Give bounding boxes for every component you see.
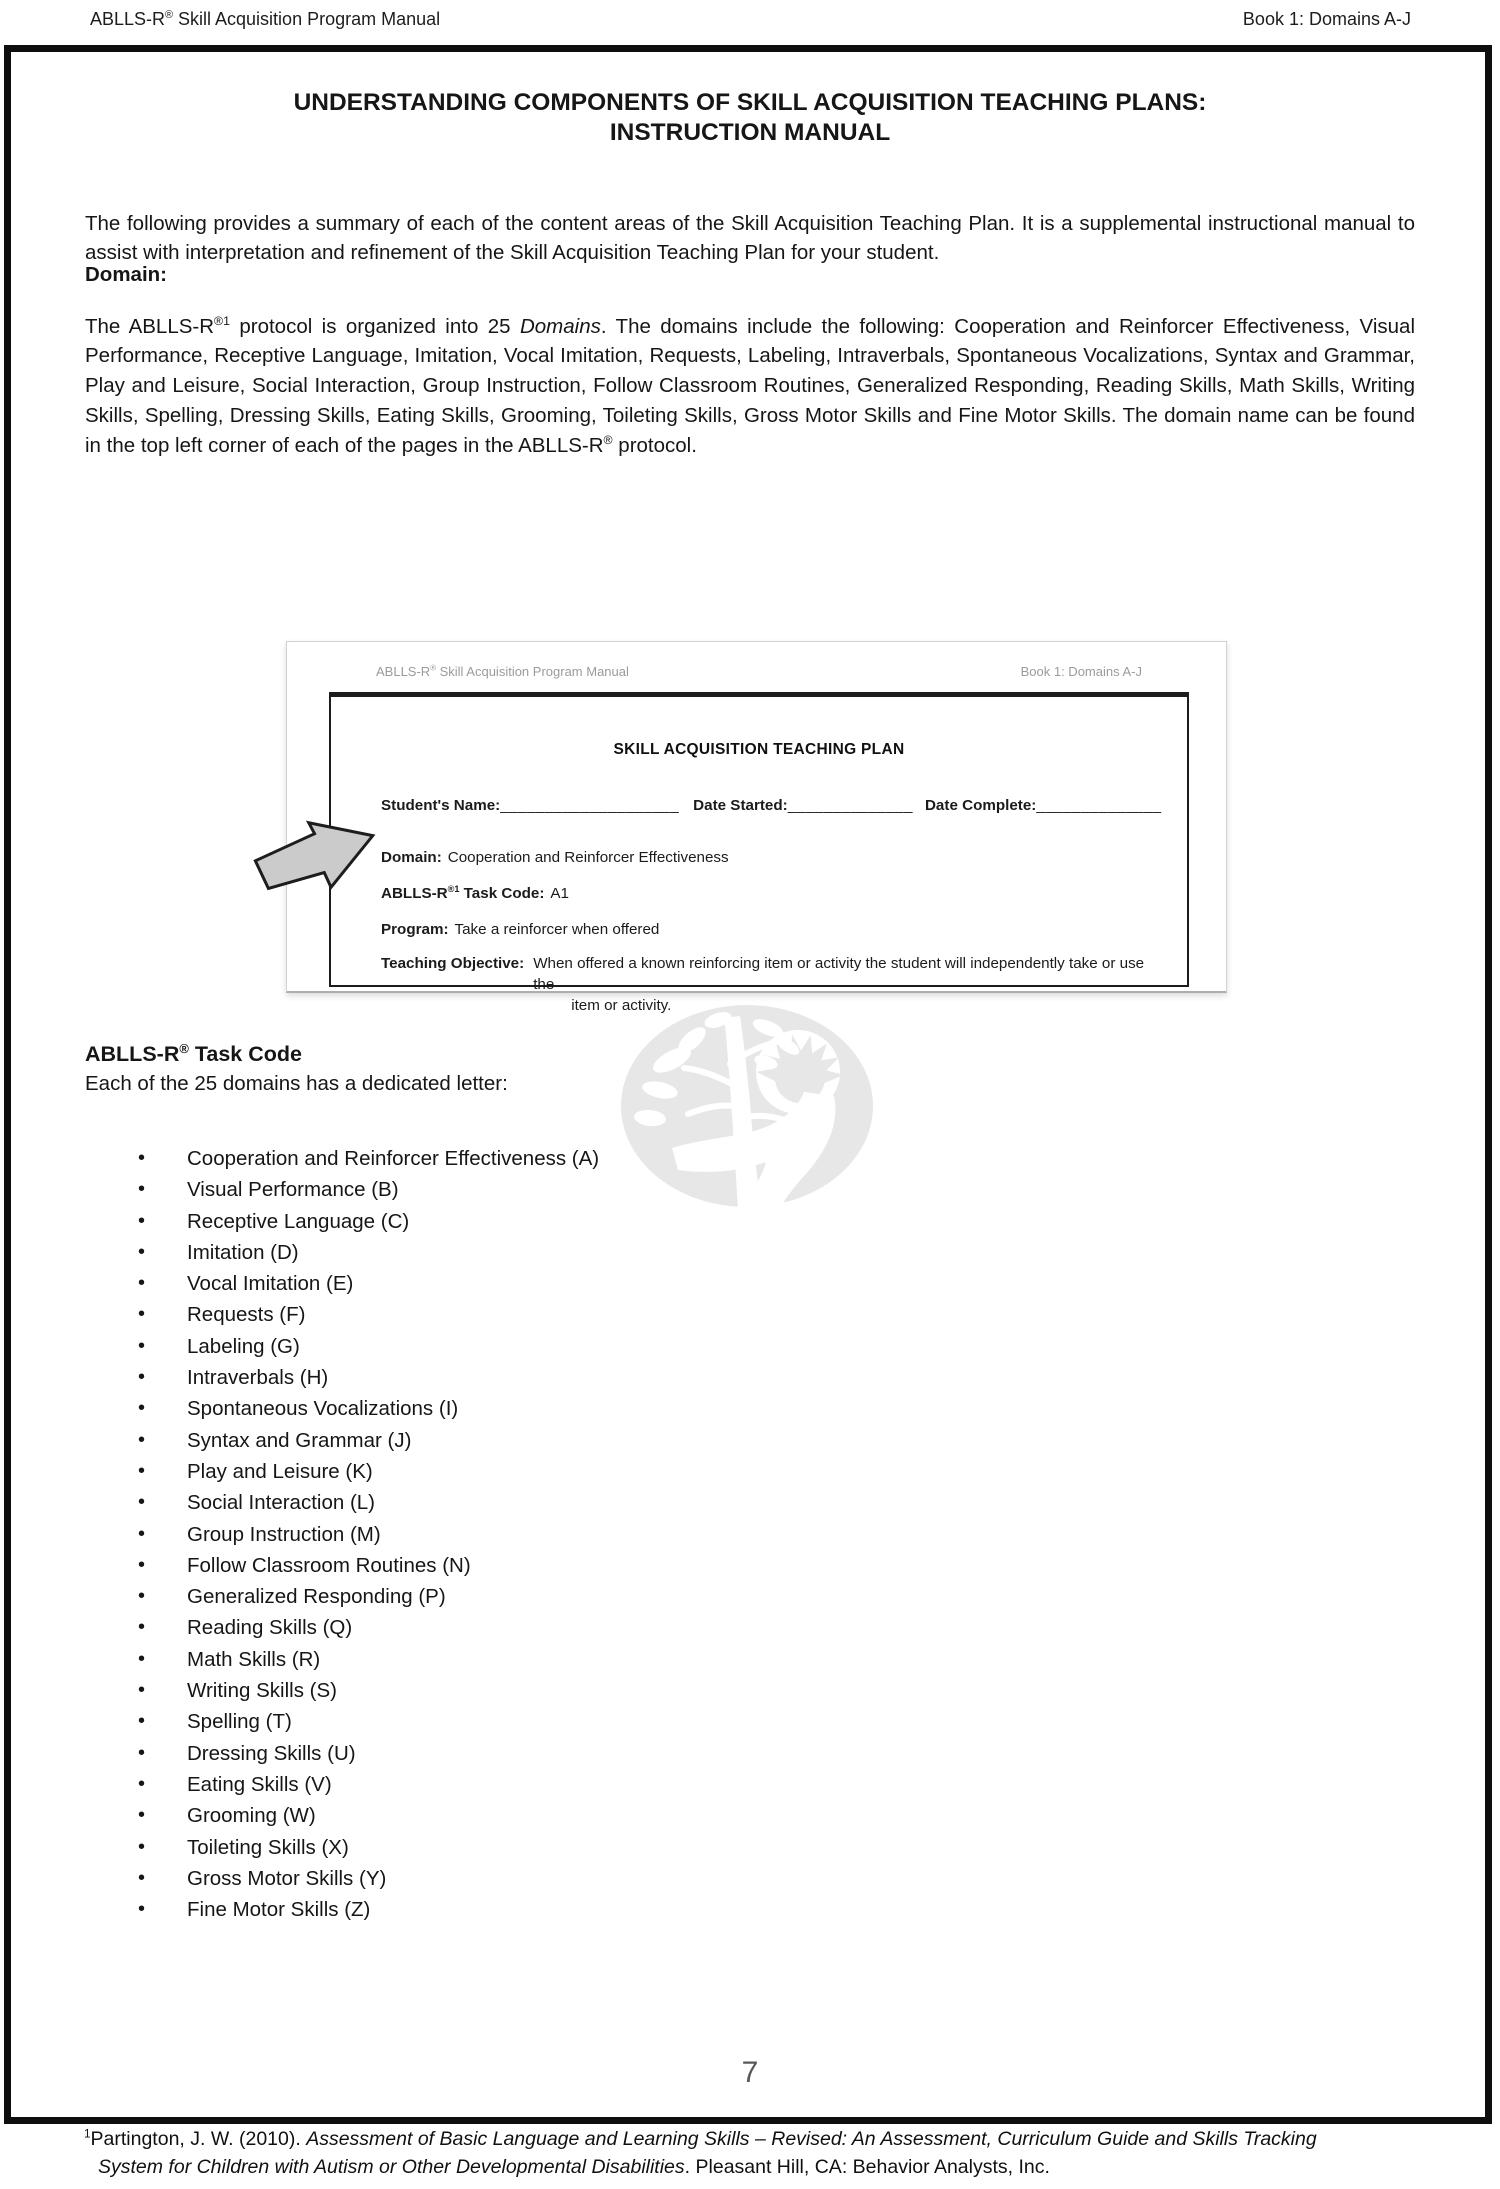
date-complete-blank: ______________	[1036, 797, 1162, 814]
list-item: • Intraverbals (H)	[130, 1362, 599, 1393]
form-title: SKILL ACQUISITION TEACHING PLAN	[613, 741, 905, 758]
student-name-label: Student's Name:	[381, 797, 501, 814]
page-header-left	[90, 9, 440, 30]
list-item: • Gross Motor Skills (Y)	[130, 1863, 599, 1894]
list-item: • Vocal Imitation (E)	[130, 1268, 599, 1299]
watermark-logo-icon	[620, 1002, 878, 1224]
domain-paragraph	[85, 312, 1415, 461]
list-item: • Writing Skills (S)	[130, 1675, 599, 1706]
list-item: • Cooperation and Reinforcer Effectiveness (A)	[130, 1143, 599, 1174]
list-item: • Eating Skills (V)	[130, 1769, 599, 1800]
student-name-blank: ____________________	[500, 797, 680, 814]
task-code-subheading: Each of the 25 domains has a dedicated letter:	[85, 1072, 508, 1095]
callout-arrow-icon	[250, 816, 382, 896]
footnote-citation	[84, 2126, 1484, 2181]
registered-mark: ®	[165, 9, 174, 21]
date-complete-label: Date Complete:	[924, 797, 1037, 814]
form-objective-line1: When offered a known reinforcing item or activity the student will independently take or use the	[533, 955, 1145, 993]
list-item: • Syntax and Grammar (J)	[130, 1425, 599, 1456]
domain-paragraph-text: protocol is organized into 25	[229, 314, 520, 338]
page-header-left-title: Skill Acquisition Program Manual	[173, 9, 441, 29]
registered-mark: ®	[603, 432, 613, 447]
teaching-plan-form	[329, 692, 1189, 1014]
page-title-line1: UNDERSTANDING COMPONENTS OF SKILL ACQUISITION TEACHING PLANS:	[293, 89, 1207, 116]
student-name-row	[381, 797, 1162, 814]
list-item: • Imitation (D)	[130, 1237, 599, 1268]
form-task-code-row	[381, 885, 1151, 902]
domain-paragraph-text: . The domains include the following: Cooperation and Reinforcer Effectiveness, Visual Performance, Receptive Language, Imitation, Vocal Imitation, Requests, Labeling, Intraverbals, Spontaneous Vocalizations, Syntax and Grammar, Play and Leisure, Social Interaction, Group Instruction, Follow Classroom Routines, Generalized Responding, Reading Skills, Math Skills, Writing Skills, Spelling, Dressing Skills, Eating Skills, Grooming, Toileting Skills, Gross Motor Skills and Fine Motor Skills. The domain name can be found in the top left corner of each of the pages in the ABLLS-R	[85, 314, 1415, 457]
list-item: • Social Interaction (L)	[130, 1487, 599, 1518]
brand-text: ABLLS-R	[376, 664, 431, 679]
registered-mark: ®	[430, 663, 436, 673]
brand-text: ABLLS-R	[90, 9, 166, 29]
footnote-author: Partington, J. W. (2010).	[90, 2128, 307, 2150]
form-task-code-label	[381, 885, 544, 902]
form-objective-row	[381, 953, 1151, 1016]
figure-header-left-title: Skill Acquisition Program Manual	[435, 664, 629, 679]
form-domain-value: Cooperation and Reinforcer Effectiveness	[447, 849, 729, 866]
registered-mark: ®1	[447, 883, 460, 894]
page-title-line2: INSTRUCTION MANUAL	[609, 119, 891, 146]
intro-paragraph: The following provides a summary of each of the content areas of the Skill Acquisition Teaching Plan. It is a supplemental instructional manual to assist with interpretation and refinement of the Skill Acquisition Teaching Plan for your student.	[85, 211, 1415, 264]
domain-heading: Domain:	[85, 263, 167, 286]
form-program-row	[381, 921, 1151, 938]
figure-header-right: Book 1: Domains A-J	[1020, 664, 1142, 679]
list-item: • Requests (F)	[130, 1299, 599, 1330]
teaching-plan-figure	[286, 641, 1227, 1014]
form-objective-text	[533, 953, 1151, 1016]
list-item: • Generalized Responding (P)	[130, 1581, 599, 1612]
registered-mark: ®1	[214, 313, 230, 328]
date-started-label: Date Started:	[693, 797, 788, 814]
form-objective-line2: item or activity.	[571, 997, 672, 1014]
footnote-marker: 1	[84, 2127, 91, 2141]
footnote-line2	[98, 2154, 1484, 2182]
form-program-label: Program:	[381, 921, 449, 938]
brand-text: ABLLS-R	[381, 885, 448, 902]
page-number: 7	[741, 2056, 759, 2089]
figure-header-left	[376, 664, 629, 679]
list-item: • Receptive Language (C)	[130, 1206, 599, 1237]
brand-text: ABLLS-R	[85, 1042, 180, 1066]
list-item: • Follow Classroom Routines (N)	[130, 1550, 599, 1581]
page-header-right: Book 1: Domains A-J	[1242, 9, 1411, 29]
page-title	[85, 88, 1415, 148]
registered-mark: ®	[179, 1040, 189, 1056]
list-item: • Math Skills (R)	[130, 1644, 599, 1675]
domains-italic-word: Domains	[519, 314, 601, 338]
task-code-heading-text: Task Code	[188, 1042, 302, 1066]
date-started-blank: ______________	[787, 797, 913, 814]
list-item: • Reading Skills (Q)	[130, 1612, 599, 1643]
list-item: • Labeling (G)	[130, 1331, 599, 1362]
footnote-title-part1: Assessment of Basic Language and Learning Skills – Revised: An Assessment, Curriculum Guide and Skills Tracking	[306, 2128, 1317, 2150]
list-item: • Spontaneous Vocalizations (I)	[130, 1393, 599, 1424]
list-item: • Visual Performance (B)	[130, 1174, 599, 1205]
footnote-line1	[84, 2126, 1484, 2154]
form-task-code-value: A1	[550, 885, 569, 902]
list-item: • Toileting Skills (X)	[130, 1832, 599, 1863]
task-code-label-text: Task Code:	[459, 885, 545, 902]
domain-paragraph-text: The ABLLS-R	[85, 314, 215, 338]
form-domain-row	[381, 849, 1151, 866]
list-item: • Grooming (W)	[130, 1800, 599, 1831]
form-domain-label: Domain:	[381, 849, 442, 866]
form-program-value: Take a reinforcer when offered	[454, 921, 660, 938]
list-item: • Play and Leisure (K)	[130, 1456, 599, 1487]
list-item: • Dressing Skills (U)	[130, 1738, 599, 1769]
list-item: • Spelling (T)	[130, 1706, 599, 1737]
footnote-publisher: . Pleasant Hill, CA: Behavior Analysts, Inc.	[684, 2155, 1050, 2178]
footnote-title-part2: System for Children with Autism or Other Developmental Disabilities	[98, 2155, 685, 2178]
figure-header	[376, 664, 1142, 679]
list-item: • Group Instruction (M)	[130, 1519, 599, 1550]
task-code-heading	[85, 1042, 302, 1067]
list-item: • Fine Motor Skills (Z)	[130, 1894, 599, 1925]
domain-letter-list	[130, 1143, 599, 1925]
form-objective-label: Teaching Objective:	[381, 955, 525, 972]
domain-paragraph-text: protocol.	[612, 433, 697, 457]
